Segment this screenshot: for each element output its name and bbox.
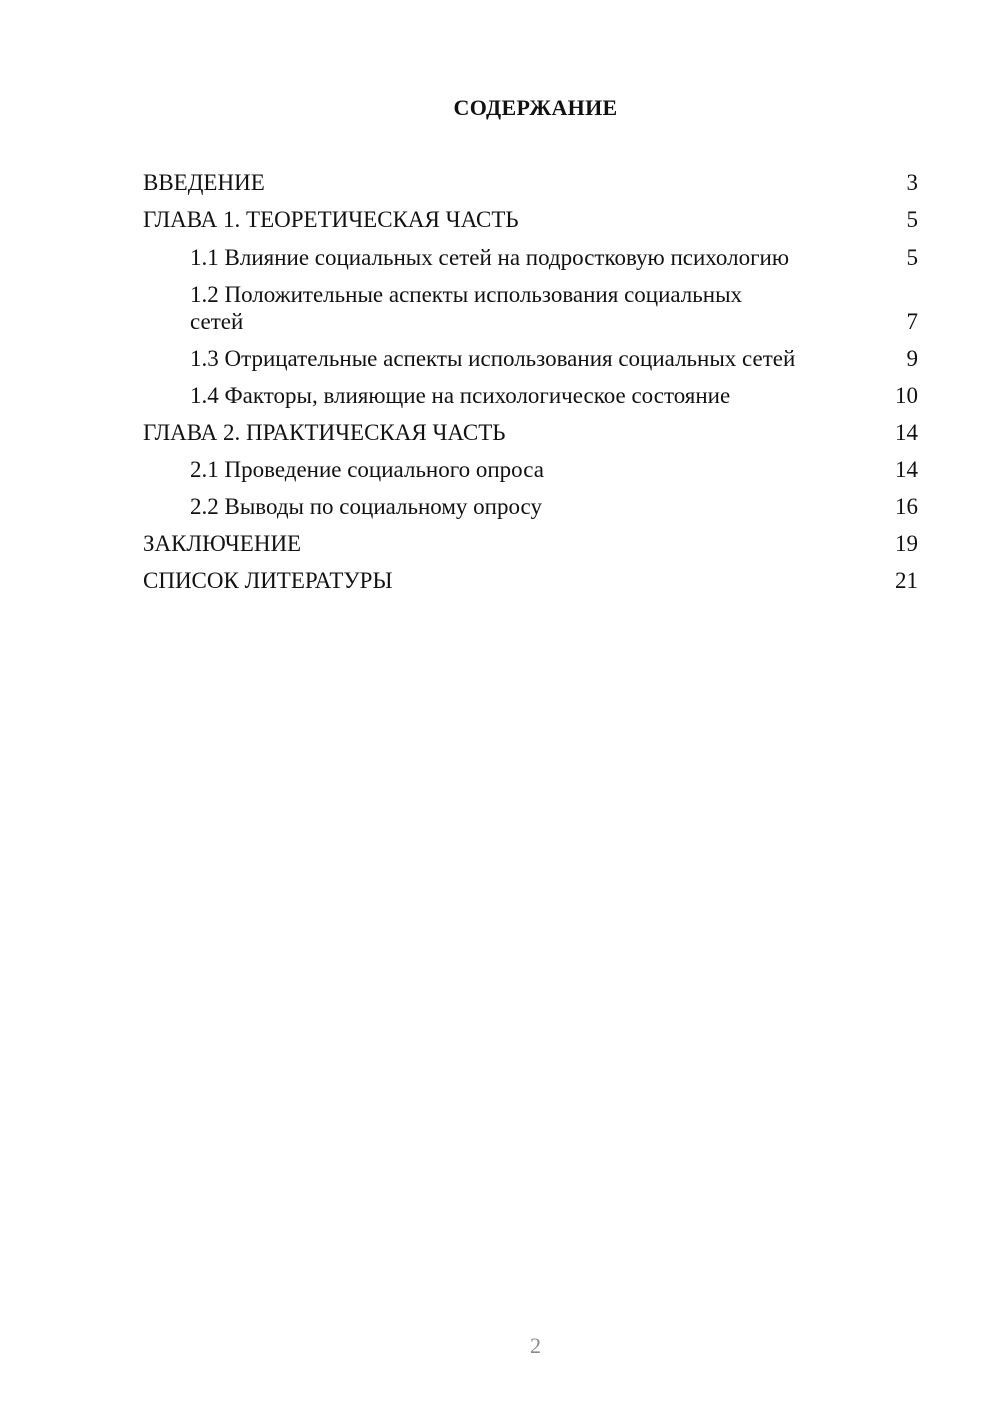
toc-entry-page: 5 [906,207,918,232]
toc-entry-page: 14 [895,457,918,482]
toc-entry-page: 7 [906,309,918,334]
toc-entry-page: 19 [895,531,918,556]
toc-entry-page: 16 [895,494,918,519]
toc-entry-section-1-4 [143,382,918,409]
toc-entry-text: 2.1 Проведение социального опроса [190,457,544,482]
toc-entry-page: 3 [906,170,918,195]
toc-entry-text: 2.2 Выводы по социальному опросу [190,494,542,519]
toc-entry-section-1-2 [143,281,918,335]
toc-entry-text: ЗАКЛЮЧЕНИЕ [143,531,302,556]
toc-entry-text: ВВЕДЕНИЕ [143,170,265,195]
toc-entry-conclusion [143,530,918,557]
toc-entry-text: 1.4 Факторы, влияющие на психологическое состояние [190,383,731,408]
toc-entry-text: СПИСОК ЛИТЕРАТУРЫ [143,568,393,593]
toc-entry-page: 21 [895,568,918,593]
page-title: СОДЕРЖАНИЕ [453,95,618,120]
toc-entry-page: 9 [906,346,918,371]
toc-entry-page: 5 [906,245,918,270]
toc-entry-chapter-1 [143,206,918,233]
toc-entry-text: ГЛАВА 2. ПРАКТИЧЕСКАЯ ЧАСТЬ [143,420,506,445]
toc-entry-text: 1.1 Влияние социальных сетей на подростковую психологию [190,245,790,270]
toc-entry-text: 1.3 Отрицательные аспекты использования социальных сетей [190,346,796,371]
toc-entry-section-1-3 [143,345,918,372]
toc-entry-page: 14 [895,420,918,445]
table-of-contents [143,169,918,594]
page-number: 2 [530,1333,541,1358]
toc-entry-section-1-1 [143,244,918,271]
toc-entry-section-2-2 [143,493,918,520]
toc-entry-text: ГЛАВА 1. ТЕОРЕТИЧЕСКАЯ ЧАСТЬ [143,207,519,232]
toc-entry-introduction [143,169,918,196]
toc-entry-text: 1.2 Положительные аспекты использования социальных сетей [190,282,743,334]
toc-entry-section-2-1 [143,456,918,483]
toc-entry-chapter-2 [143,419,918,446]
toc-entry-page: 10 [895,383,918,408]
toc-entry-references [143,567,918,594]
